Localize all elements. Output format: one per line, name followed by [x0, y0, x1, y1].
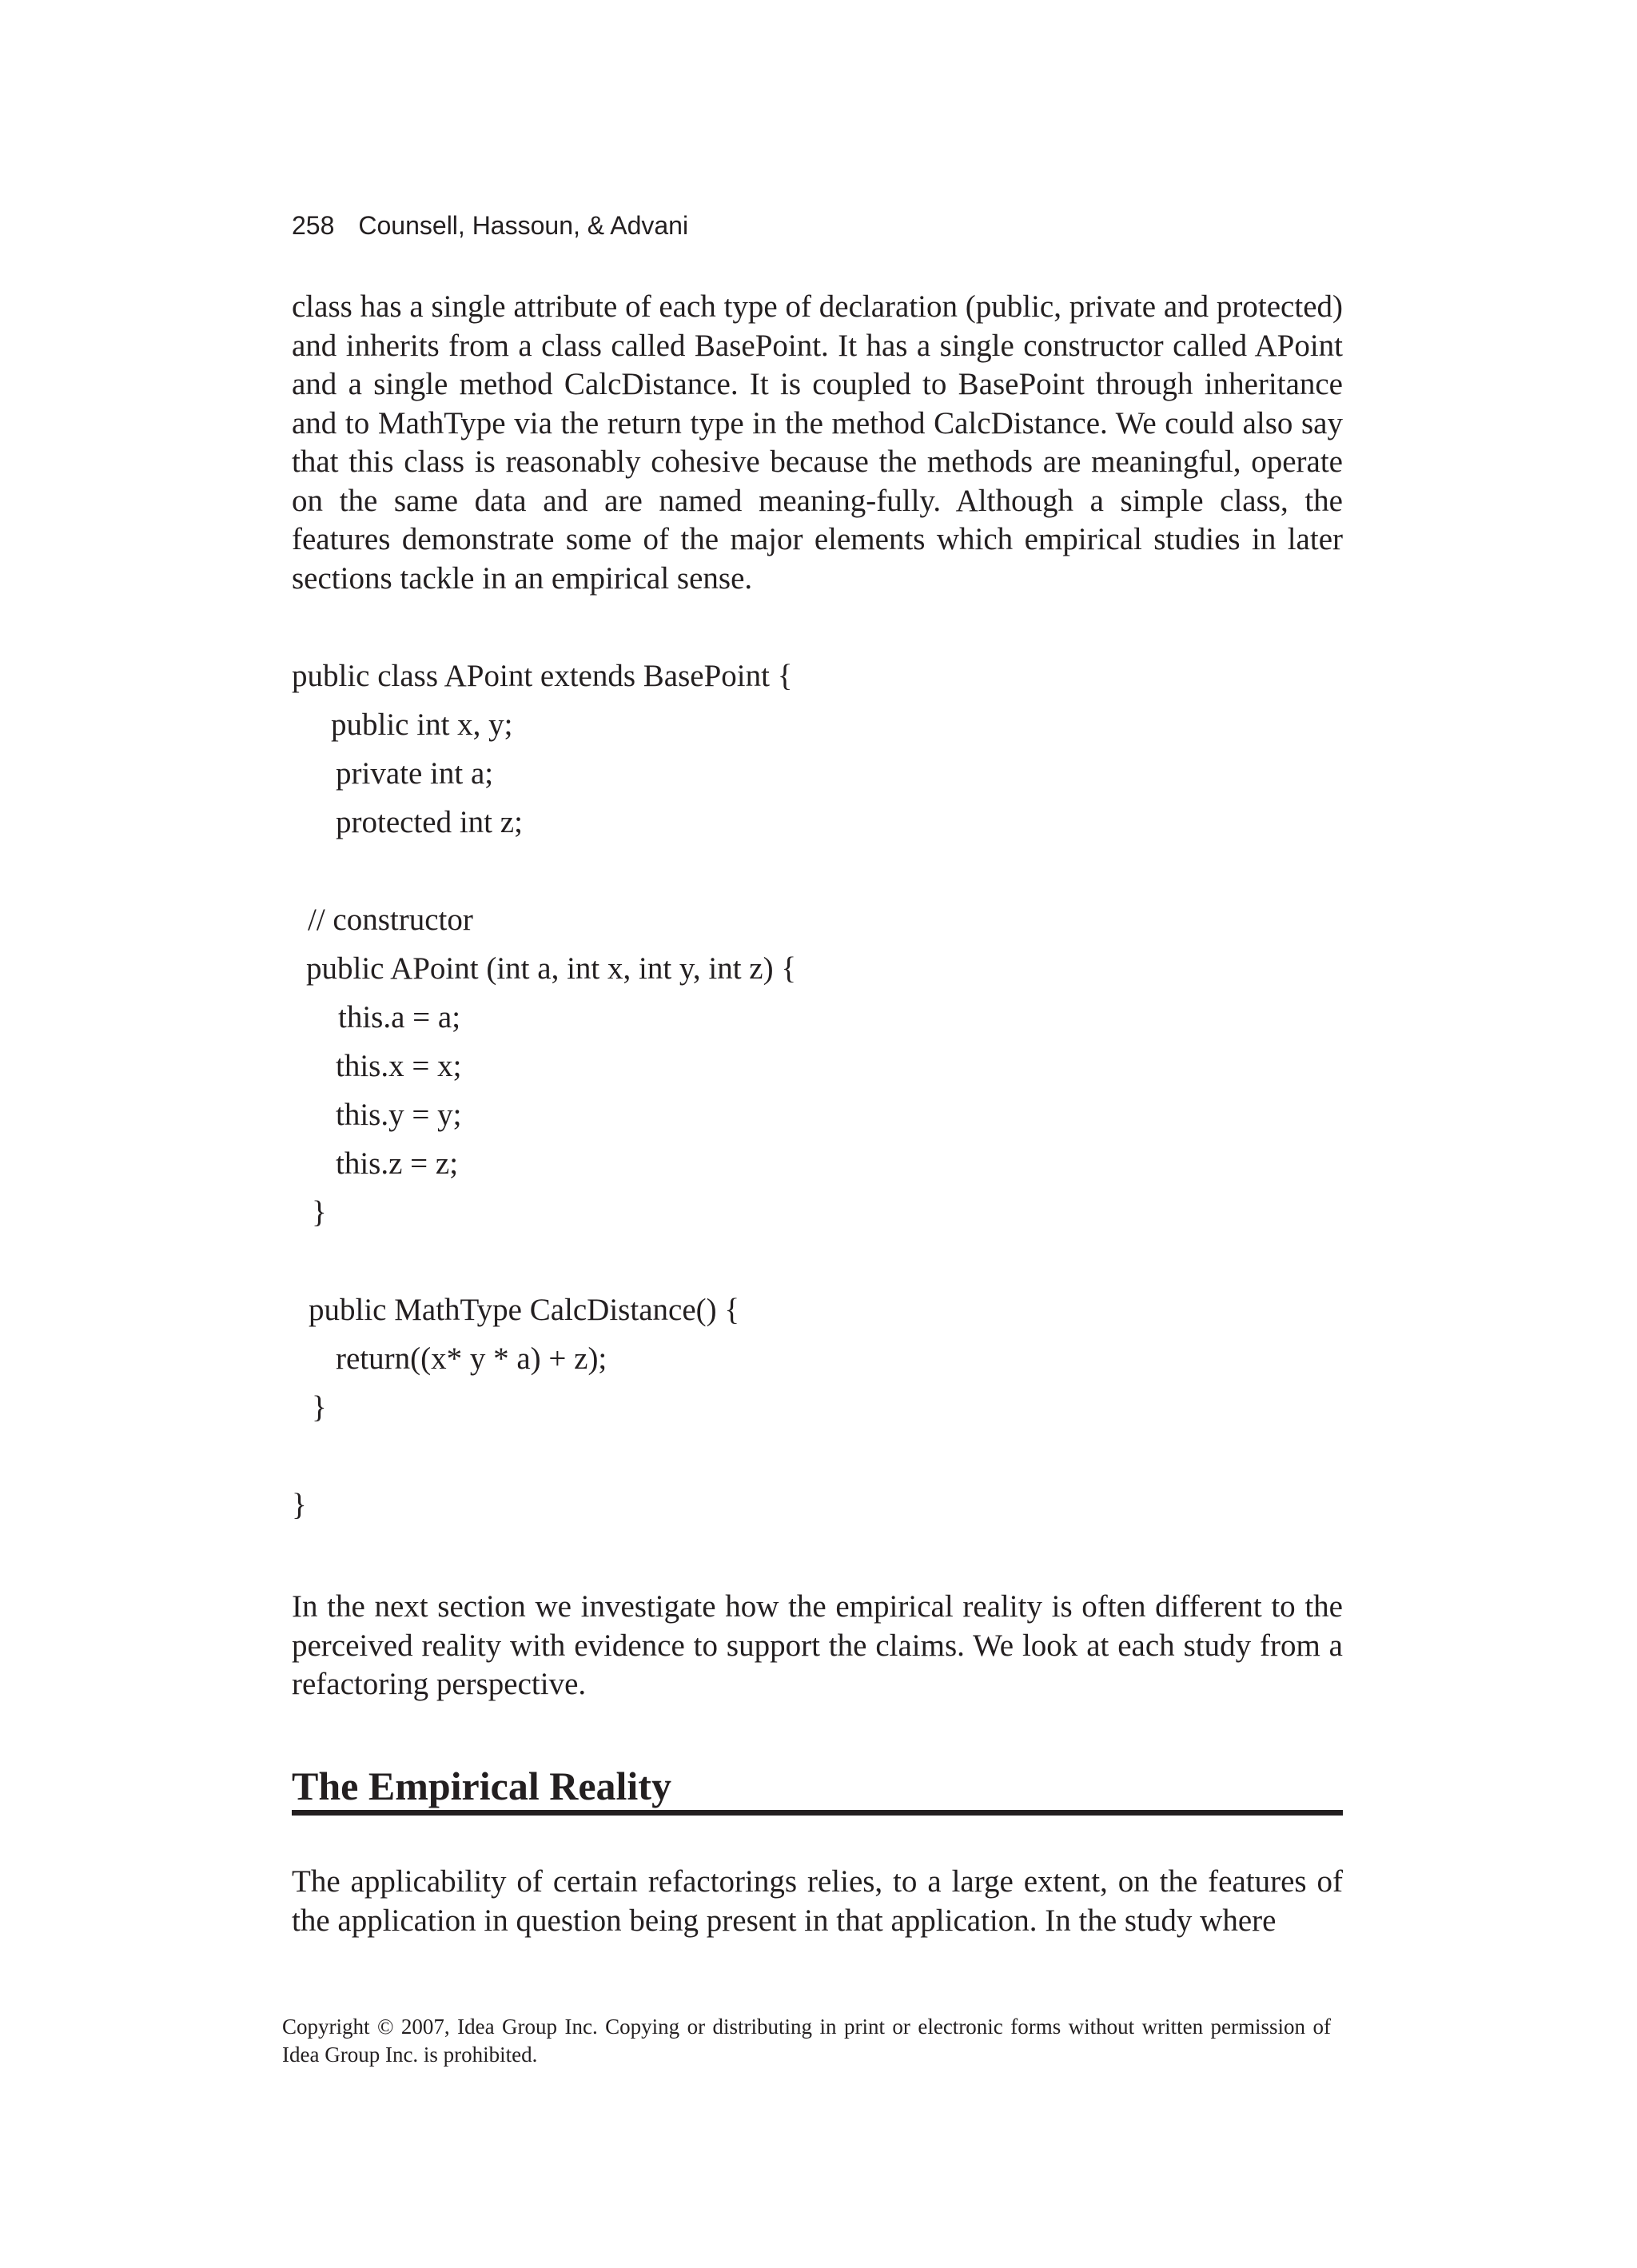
code-line: public MathType CalcDistance() {	[309, 1293, 740, 1327]
code-line: public class APoint extends BasePoint {	[292, 659, 793, 693]
code-line: protected int z;	[336, 805, 523, 839]
body-paragraph-intro: class has a single attribute of each type of declaration (public, private and protected) and inherits from a class called BasePoint. It has a single constructor called APoint and a single method CalcDistance. It is coupled to BasePoint through inheritance and to MathType via the return type in the method CalcDistance. We could also say that this class is reasonably cohesive because the methods are meaningful, operate on the same data and are named meaning-fully. Although a simple class, the features demonstrate some of the major elements which empirical studies in later sections tackle in an empirical sense.	[292, 289, 1343, 596]
body-paragraph-applicability: The applicability of certain refactorings relies, to a large extent, on the features of the application in question being present in that application. In the study where	[292, 1864, 1343, 1938]
code-line: public APoint (int a, int x, int y, int z) {	[306, 951, 797, 986]
running-header-authors: Counsell, Hassoun, & Advani	[358, 211, 689, 240]
code-line: return((x* y * a) + z);	[336, 1341, 607, 1376]
page-number: 258	[292, 211, 335, 240]
code-line: }	[312, 1390, 327, 1425]
code-line: private int a;	[336, 756, 494, 791]
code-line: }	[312, 1195, 327, 1230]
copyright-footer: Copyright © 2007, Idea Group Inc. Copying or distributing in print or electronic forms without written permission of Idea Group Inc. is prohibited.	[282, 2015, 1331, 2067]
code-line: this.x = x;	[336, 1049, 462, 1083]
code-line: this.a = a;	[338, 1000, 461, 1034]
code-line: public int x, y;	[331, 708, 513, 742]
code-line: this.y = y;	[336, 1098, 462, 1132]
code-line: this.z = z;	[336, 1146, 459, 1181]
body-paragraph-next-section: In the next section we investigate how the empirical reality is often different to the perceived reality with evidence to support the claims. We look at each study from a refactoring perspective.	[292, 1589, 1343, 1701]
code-line: }	[292, 1488, 307, 1522]
section-heading: The Empirical Reality	[292, 1763, 1343, 1816]
running-header	[292, 209, 688, 241]
code-line: // constructor	[308, 903, 473, 937]
